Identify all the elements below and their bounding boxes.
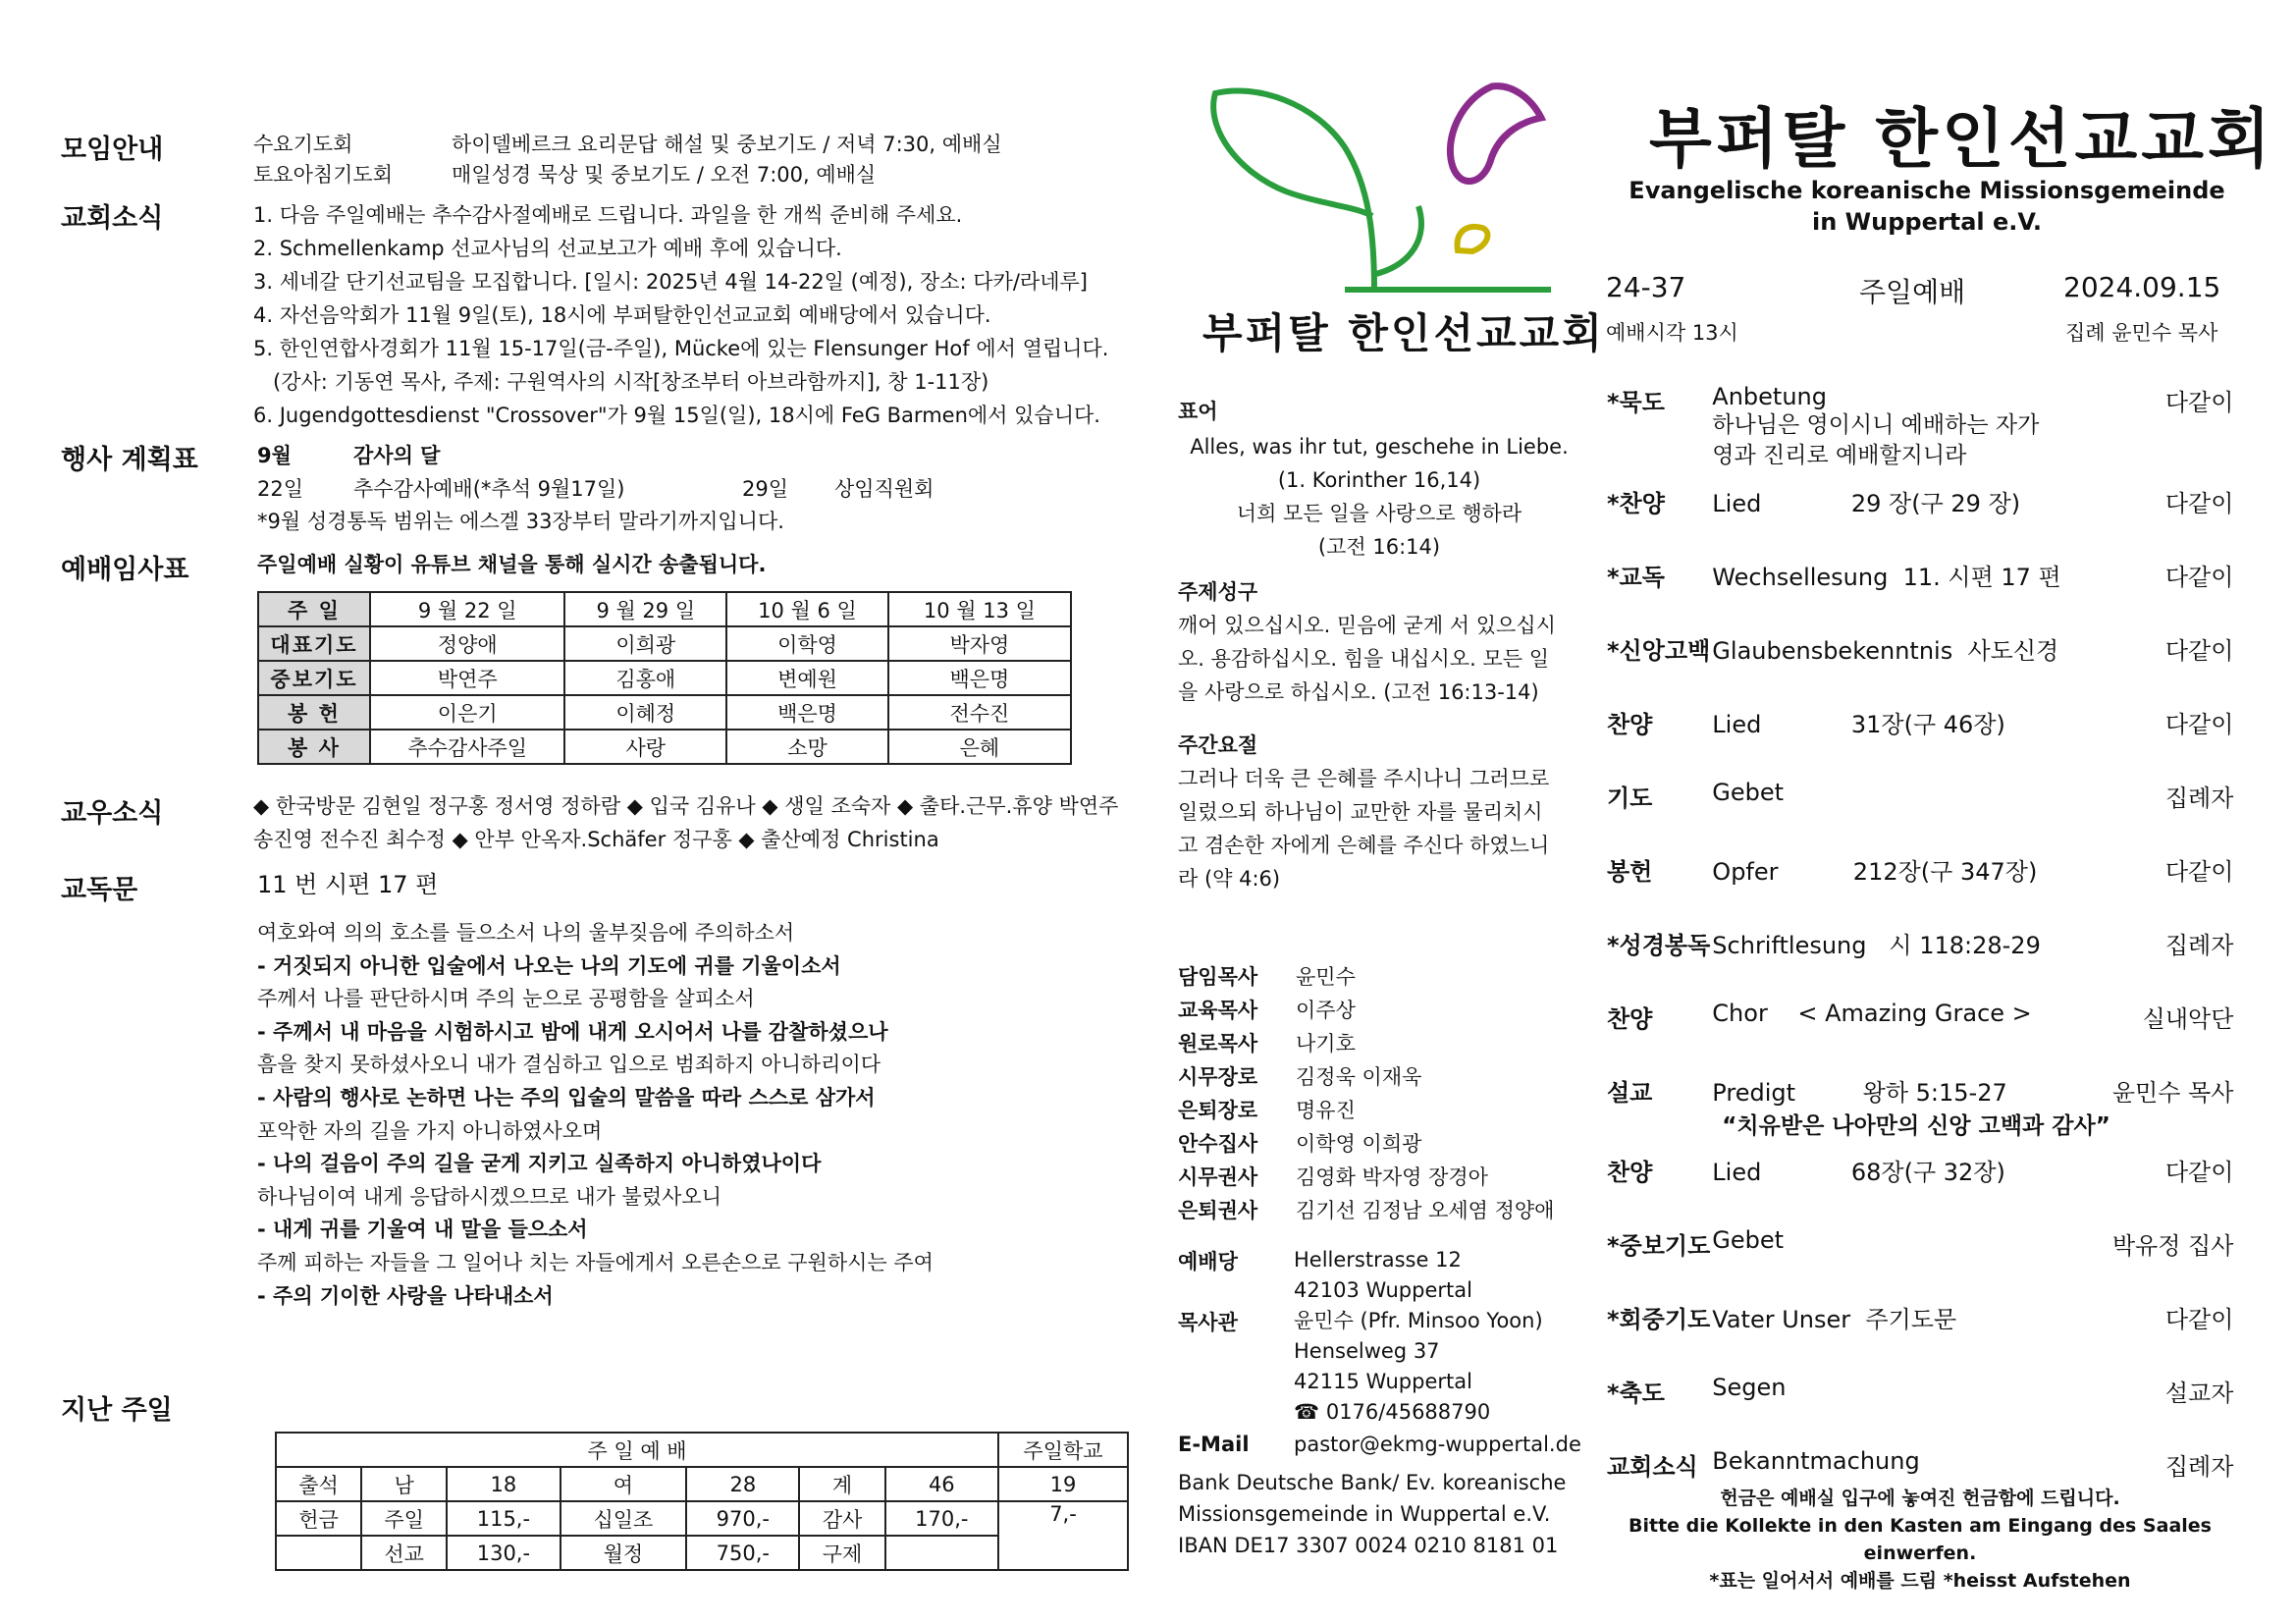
- staff-row: 은퇴권사 김기선 김정남 오세염 정양애: [1178, 1199, 1555, 1222]
- event-name-1: 추수감사예배(*추석 9월17일): [353, 477, 625, 501]
- order-desc: Gebet: [1712, 779, 1785, 806]
- order-desc-main: Anbetung: [1712, 383, 1827, 410]
- phone-line: ☎ 0176/45688790: [1294, 1400, 1491, 1424]
- order-role: 다같이: [2164, 1159, 2234, 1186]
- order-role: 다같이: [2164, 564, 2234, 591]
- news-item: 1. 다음 주일예배는 추수감사절예배로 드립니다. 과일을 한 개씩 준비해 주세요.: [253, 203, 963, 227]
- staff-row: 담임목사 윤민수: [1178, 965, 1356, 989]
- news-item: 4. 자선음악회가 11월 9일(토), 18시에 부퍼탈한인선교교회 예배당에서 있습니다.: [253, 303, 991, 327]
- table-row: [276, 1501, 1128, 1536]
- offering-note: [1606, 1485, 2234, 1595]
- duty-note: 주일예배 실황이 유튜브 채널을 통해 실시간 송출됩니다.: [257, 553, 767, 576]
- members-line: ◆ 한국방문 김현일 정구홍 정서영 정하람 ◆ 입국 김유나 ◆ 생일 조숙자 ◆ 출타.근무.휴양 박연주: [253, 794, 1119, 818]
- news-item: 5. 한인연합사경회가 11월 15-17일(금-주일), Mücke에 있는 Flensunger Hof 에서 열립니다.: [253, 337, 1109, 360]
- email-link[interactable]: pastor@ekmg-wuppertal.de: [1294, 1433, 1581, 1456]
- reading-line: - 거짓되지 아니한 입술에서 나오는 나의 기도에 귀를 기울이소서: [257, 953, 841, 978]
- duty-table: [257, 591, 1072, 765]
- news-item: 2. Schmellenkamp 선교사님의 선교보고가 예배 후에 있습니다.: [253, 237, 842, 260]
- order-row: [1606, 693, 2234, 767]
- reading-line: - 내게 귀를 기울여 내 말을 들으소서: [257, 1218, 588, 1242]
- table-header-cell: 주 일: [258, 592, 370, 626]
- chapel-address: [1294, 1245, 1472, 1306]
- table-cell: 이혜정: [564, 695, 726, 730]
- order-row: [1606, 1061, 2234, 1141]
- news-item: (강사: 기동연 목사, 주제: 구원역사의 시작[창조부터 아브라함까지], 창 1-11장): [253, 370, 989, 394]
- members-list: [253, 789, 1118, 856]
- reading-line: - 나의 걸음이 주의 길을 굳게 지키고 실족하지 아니하였나이다: [257, 1152, 822, 1176]
- order-item: *찬양: [1607, 490, 1665, 517]
- motto-line: (1. Korinther 16,14): [1277, 468, 1481, 492]
- order-desc: Opfer 212장(구 347장): [1712, 858, 2038, 886]
- table-cell: 추수감사주일: [370, 730, 564, 764]
- motto-line: (고전 16:14): [1317, 535, 1441, 559]
- table-cell: 170,-: [885, 1501, 998, 1536]
- order-role: 집례자: [2164, 785, 2234, 812]
- order-row: [1606, 1141, 2234, 1215]
- table-cell: 박자영: [888, 626, 1071, 661]
- order-role: 집례자: [2164, 1453, 2234, 1481]
- table-cell: 115,-: [447, 1501, 560, 1536]
- order-desc: [1711, 371, 2111, 472]
- motto: [1178, 430, 1580, 564]
- table-row: [276, 1467, 1128, 1501]
- order-desc: Lied 31장(구 46장): [1712, 711, 2005, 738]
- sermon-title: “치유받은 나아만의 신앙 고백과 감사”: [1722, 1113, 2110, 1139]
- table-cell: 백은명: [888, 661, 1071, 695]
- table-cell: 백은명: [726, 695, 888, 730]
- order-of-service: [1606, 371, 2234, 1509]
- subtitle-line: in Wuppertal e.V.: [1812, 208, 2042, 236]
- staff-row: 은퇴장로 명유진: [1178, 1099, 1356, 1122]
- news-item: 3. 세네갈 단기선교팀을 모집합니다. [일시: 2025년 4월 14-22일 (예정), 장소: 다카/라네루]: [253, 270, 1088, 294]
- order-role: 다같이: [2164, 637, 2234, 665]
- table-row: [258, 661, 1071, 695]
- news-list: [253, 198, 1108, 432]
- weekly-verse-line: 일렀으되 하나님이 교만한 자를 물리치시: [1178, 800, 1543, 824]
- order-row: [1606, 840, 2234, 914]
- motto-heading: 표어: [1178, 400, 1218, 423]
- news-heading: 교회소식: [61, 203, 164, 234]
- table-cell: 46: [885, 1467, 998, 1501]
- service-title: 주일예배: [1859, 276, 1966, 308]
- table-cell: 월정: [561, 1536, 687, 1570]
- logo-text: 부퍼탈 한인선교교회: [1202, 309, 1605, 357]
- theme-verse-line: 을 사랑으로 하십시오. (고전 16:13-14): [1178, 680, 1539, 704]
- weekly-verse-line: 그러나 더욱 큰 은혜를 주시나니 그러므로: [1178, 767, 1550, 790]
- table-cell: [276, 1536, 361, 1570]
- staff-row: 원로목사 나기호: [1178, 1032, 1356, 1056]
- table-cell: 19: [998, 1467, 1128, 1501]
- table-row-label: 봉 사: [258, 730, 370, 764]
- footer-line: Bitte die Kollekte in den Kasten am Eingang des Saales einwerfen.: [1629, 1515, 2212, 1564]
- order-item: 기도: [1607, 785, 1653, 812]
- email-label: E-Mail: [1178, 1433, 1250, 1456]
- table-cell: 김홍애: [564, 661, 726, 695]
- meeting-name-1: 수요기도회: [253, 133, 353, 156]
- table-row: [258, 592, 1071, 626]
- table-header-cell: 주 일 예 배: [276, 1433, 998, 1467]
- reading-line: 주께 피하는 자들을 그 일어나 치는 자들에게서 오른손으로 구원하시는 주여: [257, 1250, 934, 1274]
- motto-line: Alles, was ihr tut, geschehe in Liebe.: [1190, 435, 1569, 459]
- order-desc: Glaubensbekenntnis 사도신경: [1712, 637, 2059, 665]
- reading-line: 여호와여 의의 호소를 들으소서 나의 울부짖음에 주의하소서: [257, 921, 795, 945]
- reading-line: 흠을 찾지 못하셨사오니 내가 결심하고 입으로 범죄하지 아니하리이다: [257, 1053, 881, 1077]
- reading-line: - 사람의 행사로 논하면 나는 주의 입술의 말씀을 따라 스스로 삼가서: [257, 1085, 876, 1110]
- service-date: 2024.09.15: [2063, 271, 2221, 303]
- bank-line: IBAN DE17 3307 0024 0210 8181 01: [1178, 1534, 1559, 1557]
- address-line: 42115 Wuppertal: [1294, 1370, 1472, 1393]
- order-desc-main: Predigt 왕하 5:15-27: [1712, 1079, 2007, 1107]
- table-cell: 은혜: [888, 730, 1071, 764]
- table-cell: 이희광: [564, 626, 726, 661]
- meeting-desc-2: 매일성경 묵상 및 중보기도 / 오전 7:00, 예배실: [452, 163, 877, 187]
- reading-line: 주께서 나를 판단하시며 주의 눈으로 공평함을 살피소서: [257, 987, 755, 1011]
- order-row: [1606, 914, 2234, 988]
- order-role: 집례자: [2164, 932, 2234, 959]
- order-desc: Lied 68장(구 32장): [1712, 1159, 2005, 1186]
- order-item: 찬양: [1607, 1005, 1653, 1033]
- order-item: 봉헌: [1607, 858, 1653, 886]
- order-desc: [1711, 1061, 2111, 1141]
- order-row: [1606, 371, 2234, 472]
- table-cell: 구제: [799, 1536, 884, 1570]
- order-role: 다같이: [2164, 1306, 2234, 1333]
- events-month: 9월: [257, 444, 292, 467]
- members-line: 송진영 전수진 최수정 ◆ 안부 안옥자.Schäfer 정구홍 ◆ 출산예정 Christina: [253, 828, 939, 851]
- order-item: *묵도: [1607, 389, 1665, 416]
- order-desc: Wechsellesung 11. 시편 17 편: [1712, 564, 2061, 591]
- table-cell: 28: [686, 1467, 799, 1501]
- staff-list: [1178, 960, 1554, 1227]
- order-item: 설교: [1607, 1079, 1653, 1107]
- attendance-table: [275, 1432, 1129, 1571]
- bank-line: Bank Deutsche Bank/ Ev. koreanische: [1178, 1471, 1567, 1494]
- order-desc: Schriftlesung 시 118:28-29: [1712, 932, 2041, 959]
- meeting-desc-1: 하이델베르크 요리문답 해설 및 중보기도 / 저녁 7:30, 예배실: [452, 133, 1002, 156]
- event-date-2: 29일: [742, 477, 789, 501]
- weekly-verse-heading: 주간요절: [1178, 733, 1258, 757]
- table-row-label: 대표기도: [258, 626, 370, 661]
- order-extra: 영과 진리로 예배할지니라: [1712, 443, 1967, 468]
- table-row: [276, 1433, 1128, 1467]
- weekly-verse-line: 라 (약 4:6): [1178, 867, 1281, 891]
- duty-heading: 예배임사표: [61, 555, 189, 585]
- order-role: 실내악단: [2142, 1005, 2234, 1033]
- staff-row: 시무장로 김정욱 이재욱: [1178, 1065, 1422, 1089]
- table-cell: 사랑: [564, 730, 726, 764]
- meeting-name-2: 토요아침기도회: [253, 163, 394, 187]
- motto-line: 너희 모든 일을 사랑으로 행하라: [1236, 502, 1522, 525]
- order-desc: Segen: [1712, 1374, 1787, 1401]
- last-sunday-heading: 지난 주일: [61, 1395, 173, 1426]
- church-title: 부퍼탈 한인선교교회: [1649, 101, 2274, 177]
- order-row: [1606, 620, 2234, 693]
- table-cell: 750,-: [686, 1536, 799, 1570]
- table-cell: 18: [447, 1467, 560, 1501]
- table-cell: 남: [361, 1467, 447, 1501]
- footer-line: 헌금은 예배실 입구에 놓여진 헌금함에 드립니다.: [1720, 1488, 2120, 1509]
- table-cell: 박연주: [370, 661, 564, 695]
- theme-verse: [1178, 609, 1556, 709]
- table-cell: 헌금: [276, 1501, 361, 1536]
- order-item: 찬양: [1607, 711, 1653, 738]
- news-item: 6. Jugendgottesdienst "Crossover"가 9월 15일(일), 18시에 FeG Barmen에서 있습니다.: [253, 404, 1100, 427]
- reading-lines: [257, 917, 934, 1313]
- reading-line: 포악한 자의 길을 가지 아니하였사오며: [257, 1118, 603, 1143]
- table-cell: 130,-: [447, 1536, 560, 1570]
- order-role: 다같이: [2164, 711, 2234, 738]
- subtitle-line: Evangelische koreanische Missionsgemeinde: [1629, 177, 2225, 204]
- order-item: *중보기도: [1607, 1232, 1711, 1260]
- service-time: 예배시각 13시: [1606, 321, 1738, 345]
- church-logo-icon: [1198, 69, 1551, 314]
- staff-row: 시무권사 김영화 박자영 장경아: [1178, 1165, 1488, 1189]
- address-line: 윤민수 (Pfr. Minsoo Yoon): [1294, 1309, 1543, 1332]
- weekly-verse-line: 고 겸손한 자에게 은혜를 주신다 하였느니: [1178, 834, 1550, 857]
- table-cell: 소망: [726, 730, 888, 764]
- table-cell: 이은기: [370, 695, 564, 730]
- order-desc: Chor < Amazing Grace >: [1712, 1000, 2032, 1027]
- table-cell: [885, 1536, 998, 1570]
- table-cell: 주일: [361, 1501, 447, 1536]
- reading-line: - 주께서 내 마음을 시험하시고 밤에 내게 오시어서 나를 감찰하셨으나: [257, 1019, 888, 1044]
- table-cell: 970,-: [686, 1501, 799, 1536]
- members-heading: 교우소식: [61, 798, 164, 829]
- manse-label: 목사관: [1178, 1311, 1238, 1334]
- bank-line: Missionsgemeinde in Wuppertal e.V.: [1178, 1502, 1551, 1526]
- theme-verse-heading: 주제성구: [1178, 580, 1258, 604]
- order-row: [1606, 767, 2234, 840]
- order-row: [1606, 1215, 2234, 1288]
- order-role: 다같이: [2164, 490, 2234, 517]
- table-header-cell: 9 월 29 일: [564, 592, 726, 626]
- order-role: 다같이: [2164, 389, 2234, 416]
- table-cell: 출석: [276, 1467, 361, 1501]
- table-header-cell: 10 월 6 일: [726, 592, 888, 626]
- bank-info: [1178, 1467, 1566, 1561]
- events-theme: 감사의 달: [353, 444, 441, 467]
- manse-address: [1294, 1306, 1543, 1428]
- table-header-cell: 9 월 22 일: [370, 592, 564, 626]
- order-item: *교독: [1607, 564, 1665, 591]
- reading-title: 11 번 시편 17 편: [257, 871, 439, 898]
- address-line: 42103 Wuppertal: [1294, 1278, 1472, 1302]
- order-item: 교회소식: [1607, 1453, 1698, 1481]
- order-row: [1606, 1362, 2234, 1435]
- order-desc: Bekanntmachung: [1712, 1447, 1920, 1475]
- address-line: Henselweg 37: [1294, 1339, 1440, 1363]
- theme-verse-line: 오. 용감하십시오. 힘을 내십시오. 모든 일: [1178, 647, 1549, 671]
- table-cell: 선교: [361, 1536, 447, 1570]
- staff-row: 교육목사 이주상: [1178, 999, 1356, 1022]
- table-cell: 감사: [799, 1501, 884, 1536]
- table-cell: 정양애: [370, 626, 564, 661]
- order-item: *성경봉독: [1607, 932, 1711, 959]
- order-item: 찬양: [1607, 1159, 1653, 1186]
- events-heading: 행사 계획표: [61, 445, 198, 475]
- address-line: Hellerstrasse 12: [1294, 1248, 1462, 1272]
- table-cell: 이학영: [726, 626, 888, 661]
- events-note: *9월 성경통독 범위는 에스겔 33장부터 말라기까지입니다.: [257, 510, 784, 533]
- table-row: [258, 730, 1071, 764]
- order-row: [1606, 472, 2234, 546]
- table-cell: 변예원: [726, 661, 888, 695]
- order-item: *회중기도: [1607, 1306, 1711, 1333]
- order-desc: Gebet: [1712, 1226, 1785, 1254]
- table-cell: 여: [561, 1467, 687, 1501]
- table-cell: 십일조: [561, 1501, 687, 1536]
- order-desc: Lied 29 장(구 29 장): [1712, 490, 2021, 517]
- order-role: 윤민수 목사: [2111, 1079, 2234, 1107]
- chapel-label: 예배당: [1178, 1250, 1238, 1273]
- table-cell: 7,-: [998, 1501, 1128, 1570]
- table-header-cell: 주일학교: [998, 1433, 1128, 1467]
- reading-line: 하나님이여 내게 응답하시겠으므로 내가 불렀사오니: [257, 1184, 721, 1209]
- staff-row: 안수집사 이학영 이희광: [1178, 1132, 1422, 1156]
- order-role: 박유정 집사: [2111, 1232, 2234, 1260]
- table-row: [258, 626, 1071, 661]
- event-name-2: 상임직원회: [834, 477, 934, 501]
- meeting-heading: 모임안내: [61, 135, 164, 165]
- footer-line: *표는 일어서서 예배를 드림 *heisst Aufstehen: [1709, 1570, 2131, 1592]
- theme-verse-line: 깨어 있으십시오. 믿음에 굳게 서 있으십시: [1178, 614, 1556, 637]
- reading-heading: 교독문: [61, 875, 138, 905]
- order-extra: 하나님은 영이시니 예배하는 자가: [1712, 412, 2040, 438]
- reading-line: - 주의 기이한 사랑을 나타내소서: [257, 1283, 554, 1308]
- table-row: [258, 695, 1071, 730]
- table-header-cell: 10 월 13 일: [888, 592, 1071, 626]
- table-row-label: 중보기도: [258, 661, 370, 695]
- table-cell: 전수진: [888, 695, 1071, 730]
- service-leader: 집례 윤민수 목사: [2065, 321, 2218, 345]
- order-row: [1606, 988, 2234, 1061]
- order-row: [1606, 546, 2234, 620]
- order-desc: Vater Unser 주기도문: [1712, 1306, 1957, 1333]
- event-date-1: 22일: [257, 477, 304, 501]
- order-item: *신앙고백: [1607, 637, 1711, 665]
- order-row: [1606, 1288, 2234, 1362]
- weekly-verse: [1178, 762, 1549, 895]
- table-row-label: 봉 헌: [258, 695, 370, 730]
- order-role: 설교자: [2164, 1380, 2234, 1407]
- church-subtitle: [1608, 175, 2246, 238]
- order-item: *축도: [1607, 1380, 1665, 1407]
- bulletin-number: 24-37: [1606, 271, 1686, 303]
- order-role: 다같이: [2164, 858, 2234, 886]
- table-cell: 계: [799, 1467, 884, 1501]
